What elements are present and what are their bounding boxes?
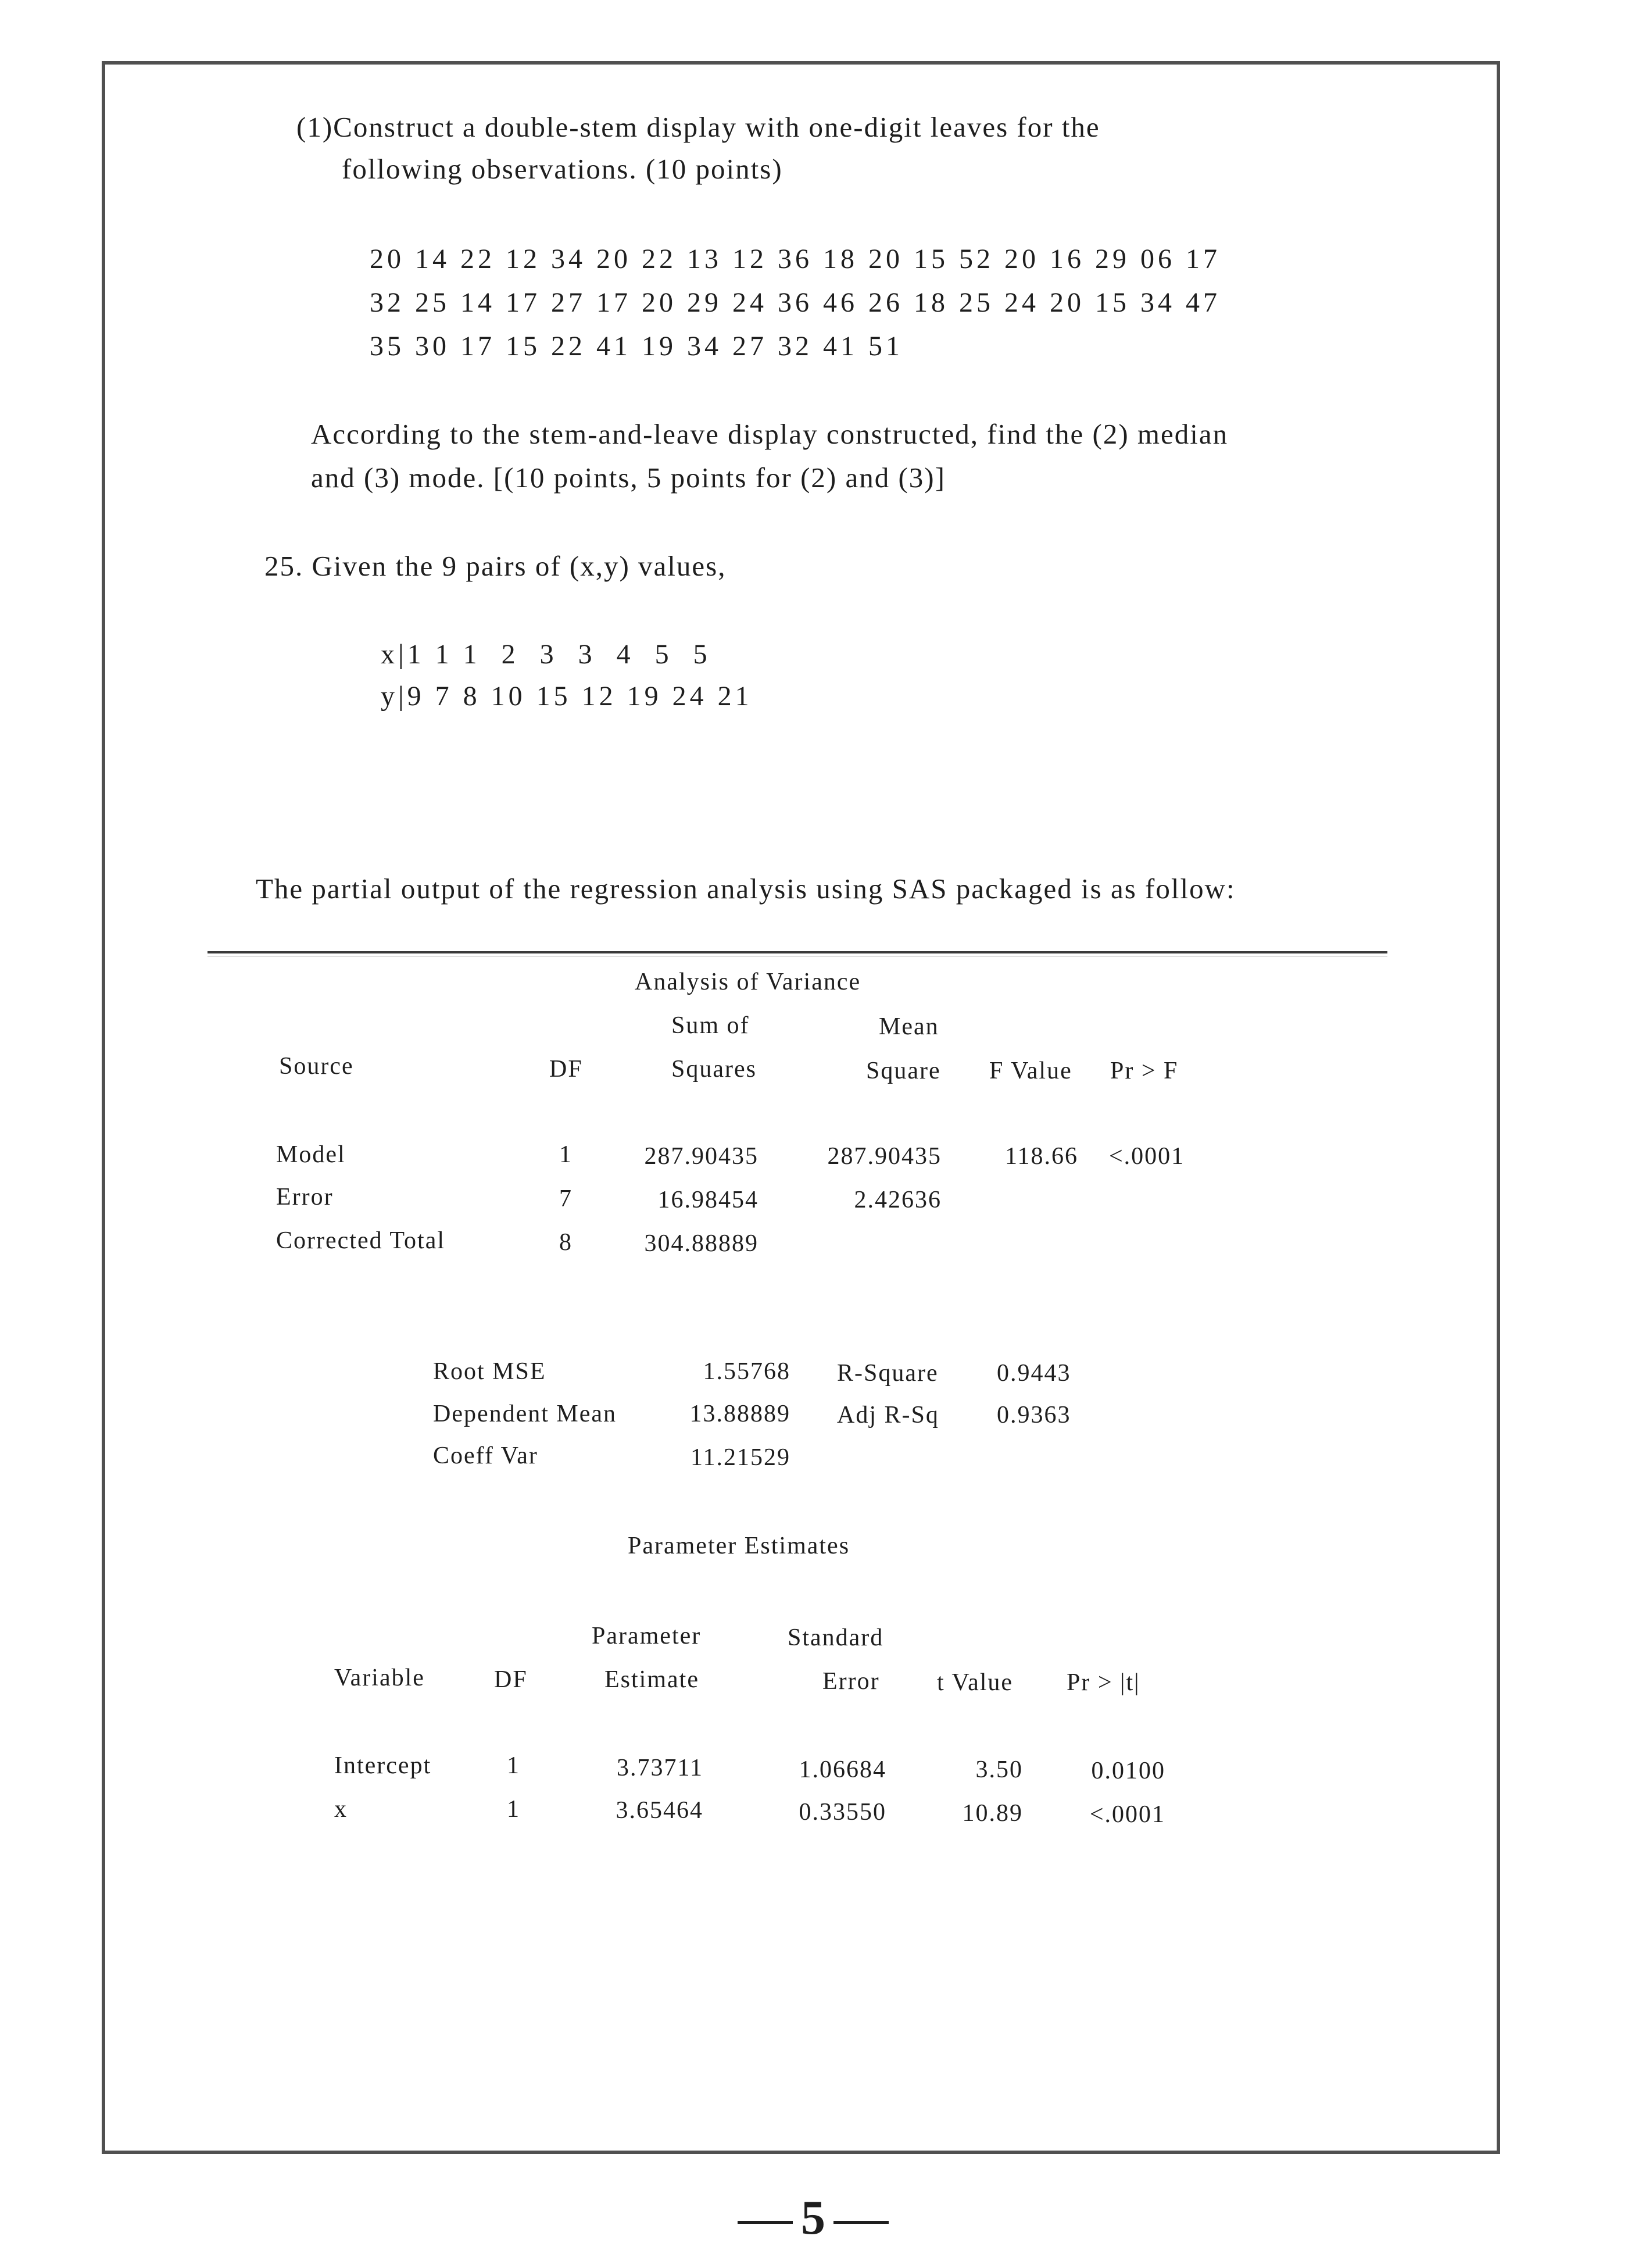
params-variable-intercept: Intercept [334,1752,432,1779]
fit-coeff-var-label: Coeff Var [433,1442,538,1469]
anova-header-prf: Pr > F [1110,1058,1179,1084]
fit-coeff-var-value: 11.21529 [691,1444,790,1471]
params-t-x: 10.89 [962,1800,1023,1827]
params-p-x: <.0001 [1089,1801,1165,1828]
params-df-intercept: 1 [507,1752,520,1779]
question-line-2: following observations. (10 points) [342,153,783,185]
anova-header-mean: Mean [879,1013,939,1040]
page-number-footer [729,2190,897,2246]
anova-p-model: <.0001 [1109,1143,1185,1170]
question-line-1: (1)Construct a double-stem display with one-digit leaves for the [296,111,1100,143]
anova-source-model: Model [276,1141,346,1168]
params-header-standard: Standard [788,1624,884,1651]
anova-header-squares: Squares [671,1056,757,1083]
footer-dash-left [738,2221,793,2224]
y-values-row: y|9 7 8 10 15 12 19 24 21 [381,681,753,712]
anova-ms-error: 2.42636 [854,1187,942,1213]
params-estimate-intercept: 3.73711 [617,1755,703,1781]
fit-dep-mean-label: Dependent Mean [433,1401,617,1427]
follow-up-line-2: and (3) mode. [(10 points, 5 points for (2) and (3)] [311,462,946,494]
params-title: Parameter Estimates [628,1533,850,1559]
anova-header-df: DF [549,1056,583,1083]
params-header-df: DF [494,1666,528,1693]
anova-f-model: 118.66 [1005,1143,1078,1170]
anova-ss-model: 287.90435 [644,1143,759,1170]
fit-rsq-label: R-Square [837,1360,939,1387]
anova-header-square: Square [866,1058,941,1084]
data-row-1: 20 14 22 12 34 20 22 13 12 36 18 20 15 52 20 16 29 06 17 [370,244,1221,274]
data-row-2: 32 25 14 17 27 17 20 29 24 36 46 26 18 25 24 20 15 34 47 [370,287,1221,318]
fit-rsq-value: 0.9443 [997,1360,1071,1387]
params-se-intercept: 1.06684 [799,1756,886,1783]
anova-header-sumof: Sum of [671,1012,750,1039]
anova-df-error: 7 [559,1185,573,1212]
anova-df-model: 1 [559,1141,573,1168]
question-25-intro: 25. Given the 9 pairs of (x,y) values, [264,550,727,582]
fit-root-mse-value: 1.55768 [703,1358,790,1385]
fit-adj-rsq-label: Adj R-Sq [837,1402,939,1428]
divider-rule [207,951,1387,953]
fit-root-mse-label: Root MSE [433,1358,546,1385]
params-header-estimate: Estimate [604,1666,699,1693]
footer-dash-right [833,2221,889,2224]
anova-ss-total: 304.88889 [644,1230,759,1257]
params-header-parameter: Parameter [592,1623,702,1649]
anova-source-total: Corrected Total [276,1227,446,1254]
data-row-3: 35 30 17 15 22 41 19 34 27 32 41 51 [370,331,903,362]
page-border [102,61,1500,2154]
params-estimate-x: 3.65464 [616,1797,703,1824]
params-header-prt: Pr > |t| [1067,1669,1140,1696]
fit-adj-rsq-value: 0.9363 [997,1402,1071,1428]
anova-title: Analysis of Variance [635,969,861,995]
anova-df-total: 8 [559,1229,573,1256]
anova-ss-error: 16.98454 [657,1187,759,1213]
x-values-row: x|1 1 1 2 3 3 4 5 5 [381,639,711,670]
params-header-tvalue: t Value [937,1669,1014,1696]
params-t-intercept: 3.50 [975,1756,1023,1783]
anova-header-fvalue: F Value [989,1058,1072,1084]
page-number: 5 [801,2191,825,2245]
params-p-intercept: 0.0100 [1091,1758,1165,1784]
params-header-variable: Variable [334,1665,425,1691]
fit-dep-mean-value: 13.88889 [689,1401,790,1427]
params-se-x: 0.33550 [799,1799,886,1826]
anova-header-source: Source [279,1053,354,1080]
anova-source-error: Error [276,1184,334,1210]
follow-up-line-1: According to the stem-and-leave display constructed, find the (2) median [311,418,1229,450]
params-df-x: 1 [507,1796,520,1823]
sas-intro: The partial output of the regression analysis using SAS packaged is as follow: [256,873,1236,905]
params-variable-x: x [334,1796,348,1823]
params-header-error: Error [822,1668,880,1695]
anova-ms-model: 287.90435 [827,1143,942,1170]
